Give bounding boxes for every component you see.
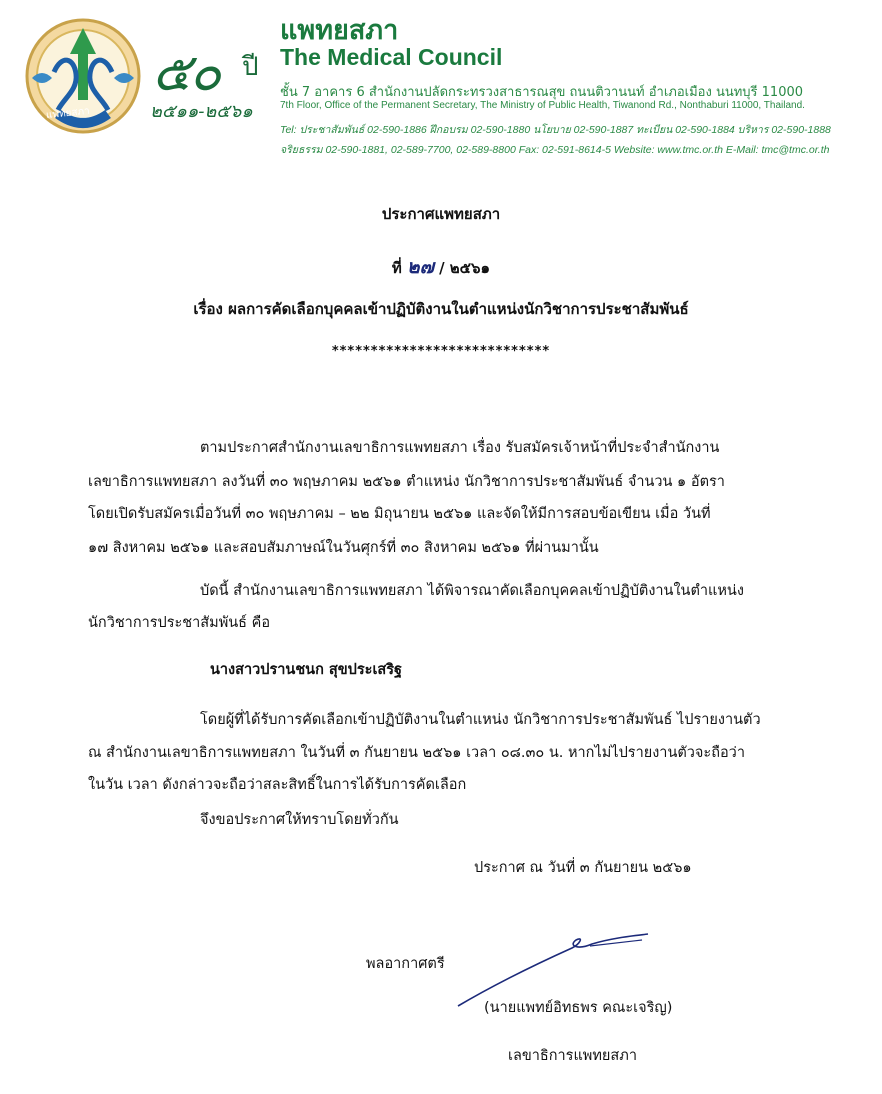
announcement-date: ประกาศ ณ วันที่ ๓ กันยายน ๒๕๖๑: [474, 860, 692, 876]
signer-position: เลขาธิการแพทยสภา: [508, 1048, 637, 1064]
contact-line-2: จริยธรรม 02-590-1881, 02-589-7700, 02-589-8800 Fax: 02-591-8614-5 Website: www.tmc.or.th E-Mail: tmc@tmc.or.th: [280, 144, 830, 156]
anniversary-label: ปี: [242, 52, 259, 82]
paragraph-1-line-4: ๑๗ สิงหาคม ๒๕๖๑ และสอบสัมภาษณ์ในวันศุกร์ที่ ๓๐ สิงหาคม ๒๕๖๑ ที่ผ่านมานั้น: [88, 540, 599, 556]
paragraph-3-line-1: โดยผู้ที่ได้รับการคัดเลือกเข้าปฏิบัติงานในตำแหน่ง นักวิชาการประชาสัมพันธ์ ไปรายงานตัว: [200, 712, 761, 728]
org-name-english: The Medical Council: [280, 44, 503, 70]
anniversary-years: ๒๕๑๑-๒๕๖๑: [150, 101, 253, 122]
paragraph-2-line-2: นักวิชาการประชาสัมพันธ์ คือ: [88, 615, 271, 631]
signer-rank: พลอากาศตรี: [366, 956, 445, 972]
address-english: 7th Floor, Office of the Permanent Secretary, The Ministry of Public Health, Tiwanond Rd., Nonthaburi 11000, Thailand.: [280, 100, 805, 111]
paragraph-3-line-2: ณ สำนักงานเลขาธิการแพทยสภา ในวันที่ ๓ กันยายน ๒๕๖๑ เวลา ๐๘.๓๐ น. หากไม่ไปรายงานตัวจะถือว่า: [88, 745, 745, 761]
anniversary-number: ๕๐: [152, 43, 220, 103]
paragraph-1-line-3: โดยเปิดรับสมัครเมื่อวันที่ ๓๐ พฤษภาคม – ๒๒ มิถุนายน ๒๕๖๑ และจัดให้มีการสอบข้อเขียน เมื่อ วันที่: [88, 506, 711, 522]
closing-statement: จึงขอประกาศให้ทราบโดยทั่วกัน: [200, 812, 399, 828]
announcement-title: ประกาศแพทยสภา: [381, 205, 501, 223]
logo-label: แพทยสภา: [45, 105, 91, 122]
number-prefix: ที่: [391, 259, 402, 277]
signer-name: (นายแพทย์อิทธพร คณะเจริญ): [484, 1000, 673, 1016]
paragraph-1-line-1: ตามประกาศสำนักงานเลขาธิการแพทยสภา เรื่อง รับสมัครเจ้าหน้าที่ประจำสำนักงาน: [200, 440, 720, 456]
address-thai: ชั้น 7 อาคาร 6 สำนักงานปลัดกระทรวงสาธารณสุข ถนนติวานนท์ อำเภอเมือง นนทบุรี 11000: [280, 85, 804, 100]
announcement-subject: เรื่อง ผลการคัดเลือกบุคคลเข้าปฏิบัติงานในตำแหน่งนักวิชาการประชาสัมพันธ์: [193, 300, 689, 318]
selected-person-name: นางสาวปรานชนก สุขประเสริฐ: [210, 662, 403, 678]
paragraph-2-line-1: บัดนี้ สำนักงานเลขาธิการแพทยสภา ได้พิจารณาคัดเลือกบุคคลเข้าปฏิบัติงานในตำแหน่ง: [200, 583, 744, 599]
number-suffix: / ๒๕๖๑: [439, 259, 491, 277]
separator-line: ****************************: [331, 344, 551, 359]
paragraph-1-line-2: เลขาธิการแพทยสภา ลงวันที่ ๓๐ พฤษภาคม ๒๕๖๑ ตำแหน่ง นักวิชาการประชาสัมพันธ์ จำนวน ๑ อัตรา: [88, 474, 725, 490]
announcement-number: [0, 252, 882, 282]
paragraph-3-line-3: ในวัน เวลา ดังกล่าวจะถือว่าสละสิทธิ์ในการได้รับการคัดเลือก: [88, 777, 467, 793]
org-name-thai: แพทยสภา: [280, 15, 399, 46]
handwritten-number: ๒๗: [407, 256, 434, 278]
contact-line-1: Tel: ประชาสัมพันธ์ 02-590-1886 ฝึกอบรม 02-590-1880 นโยบาย 02-590-1887 ทะเบียน 02-590-1884 บริหาร 02-590-1888: [280, 124, 831, 136]
